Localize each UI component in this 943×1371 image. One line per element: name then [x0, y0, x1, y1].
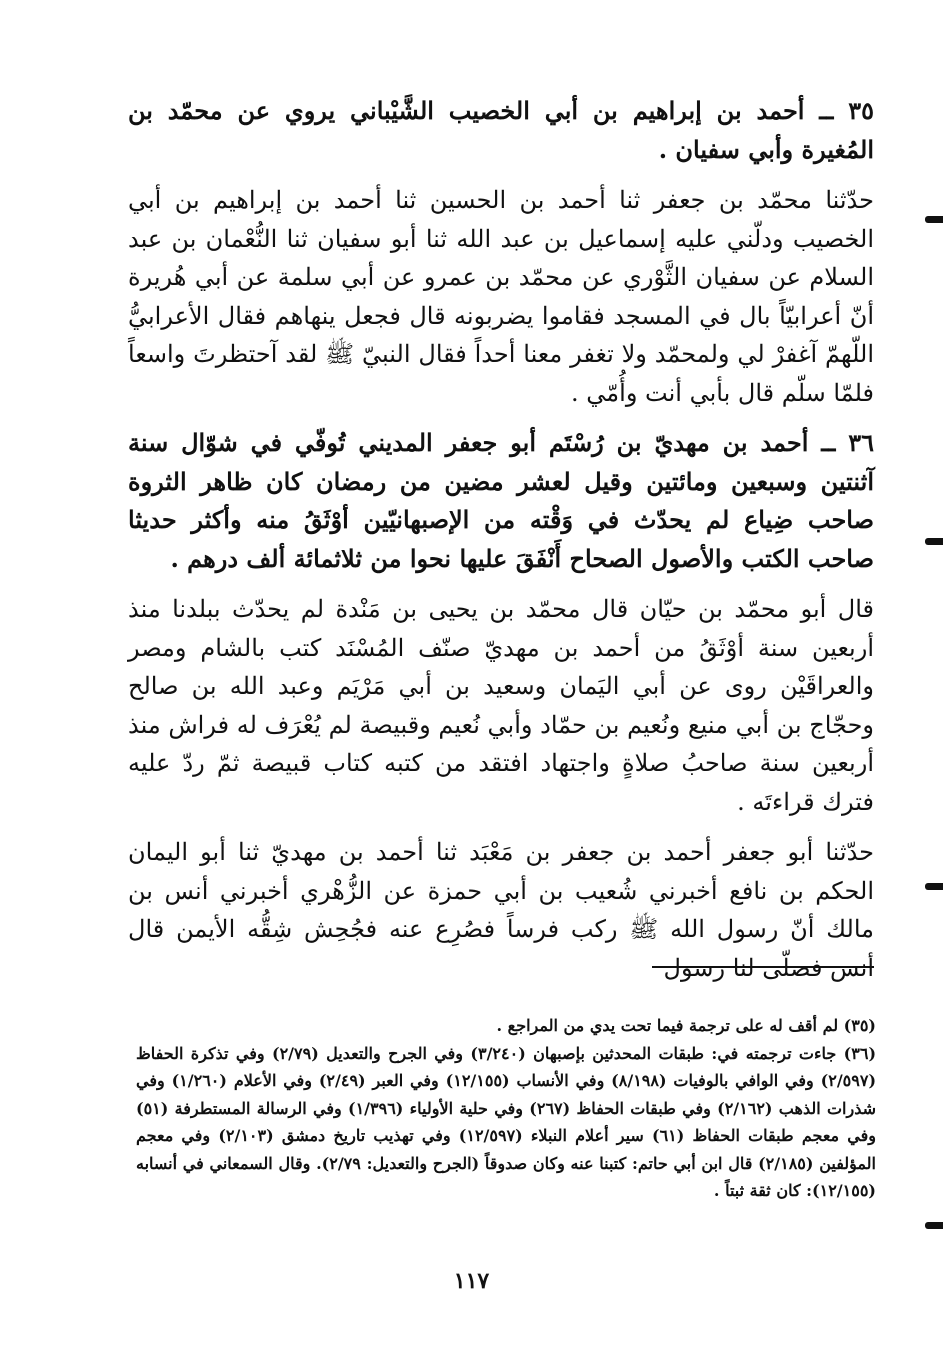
entry-36-heading: ٣٦ ــ أحمد بن مهديّ بن رُسْتَم أبو جعفر المديني تُوفّي في شوّال سنة آثنتين وسبعين ومائتين وقيل لعشر مضين من رمضان كان ظاهر الثروة صاحب ضِياع لم يحدّث في وَقْته من الإصبهانيّين أوْثَقُ منه وأكثر حديثا صاحب الكتب والأصول الصحاح أَنْفَقَ عليها نحوا من ثلاثمائة ألف درهم . [128, 428, 874, 573]
footnote-35: (٣٥) لم أقف له على ترجمة فيما تحت يدي من المراجع . [496, 1016, 876, 1035]
scan-edge-mark [925, 883, 943, 890]
entry-35-body: حدّثنا محمّد بن جعفر ثنا أحمد بن الحسين ثنا أحمد بن إبراهيم بن أبي الخصيب ودلّني عليه إسماعيل بن عبد الله ثنا أبو سفيان ثنا النُّعْمان بن عبد السلام عن سفيان الثَّوْري عن محمّد بن عمرو عن أبي سلمة عن أبي هُريرة أنّ أعرابيّاً بال في المسجد فقاموا يضربونه قال فجعل ينهاهم فقال الأعرابيُّ اللّهمّ آغفرْ لي ولمحمّد ولا تغفر معنا أحداً فقال النبيّ ﷺ لقد آحتظرتَ واسعاً فلمّا سلّم قال بأبي أنت وأُمّي . [128, 186, 874, 407]
main-text [128, 92, 874, 999]
page-number: ١١٧ [453, 1268, 490, 1294]
scan-edge-mark [925, 538, 943, 545]
entry-36-paragraph-2: حدّثنا أبو جعفر أحمد بن جعفر بن مَعْبَد ثنا أحمد بن مهديّ ثنا أبو اليمان الحكم بن نافع أخبرني شُعيب بن أبي حمزة عن الزُّهْري أخبرني أنس بن مالك أنّ رسول الله ﷺ ركب فرساً فصُرِع عنه فجُحِش شِقُّه الأيمن قال أنس فصلّى لنا رسول [128, 838, 874, 982]
footnote-separator [652, 966, 874, 968]
scan-edge-mark [925, 1222, 943, 1229]
entry-36-paragraph-1: قال أبو محمّد بن حيّان قال محمّد بن يحيى بن مَنْدة لم يحدّث ببلدنا منذ أربعين سنة أوْثَقُ من أحمد بن مهديّ صنّف المُسْنَد كتب بالشام ومصر والعراقَيْن روى عن أبي اليَمان وسعيد بن أبي مَرْيَم وعبد الله بن صالح وحجّاج بن أبي منيع ونُعيم بن حمّاد وأبي نُعيم وقبيصة لم يُعْرَف له فراش منذ أربعين سنة صاحبُ صلاةٍ واجتهاد افتقد من كتبه كتاب قبيصة ثمّ ردّ عليه فترك قراءتَه . [128, 595, 874, 816]
entry-35-heading: ٣٥ ــ أحمد بن إبراهيم بن أبي الخصيب الشَّيْباني يروي عن محمّد بن المُغيرة وأبي سفيان . [128, 96, 874, 164]
scan-edge-mark [925, 216, 943, 223]
footnote-36: (٣٦) جاءت ترجمته في: طبقات المحدثين بإصبهان (٣/٢٤٠) وفي الجرح والتعديل (٢/٧٩) وفي تذكرة الحفاظ (٢/٥٩٧) وفي الوافي بالوفيات (٨/١٩٨) وفي الأنساب (١٢/١٥٥) وفي العبر (٢/٤٩) وفي الأعلام (١/٢٦٠) وفي شذرات الذهب (٢/١٦٢) وفي طبقات الحفاظ (٢٦٧) وفي حلية الأولياء (١/٣٩٦) وفي الرسالة المستطرفة (٥١) وفي معجم طبقات الحفاظ (٦١) سير أعلام النبلاء (١٢/٥٩٧) وفي تهذيب تاريخ دمشق (٢/١٠٣) وفي معجم المؤلفين (٢/١٨٥) قال ابن أبي حاتم: كتبنا عنه وكان صدوقاً (الجرح والتعديل: ٢/٧٩). وقال السمعاني في أنسابه (١٢/١٥٥): كان ثقة ثبتاً . [136, 1043, 877, 1200]
footnotes [136, 1012, 876, 1205]
